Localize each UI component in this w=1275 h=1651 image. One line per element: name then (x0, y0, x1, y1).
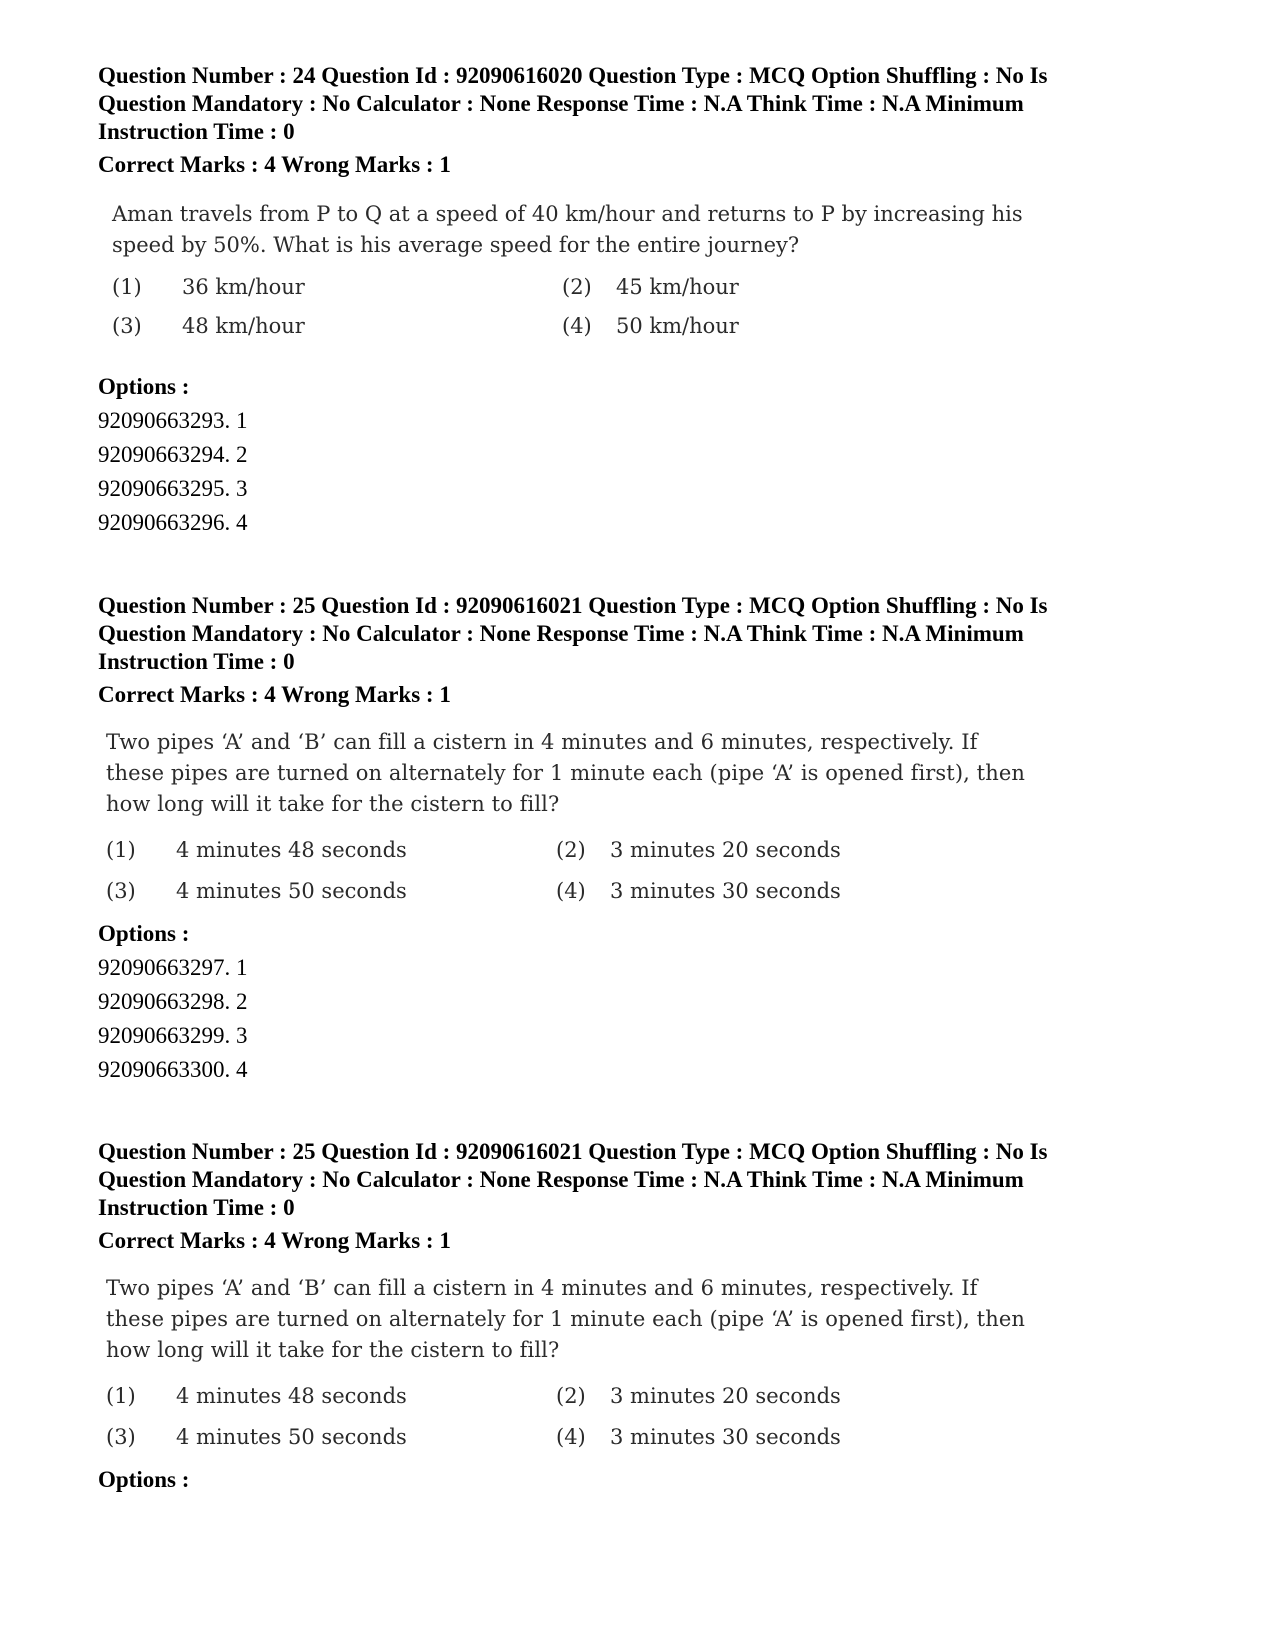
choice-item (556, 1425, 841, 1449)
option-line: 92090663298. 2 (98, 989, 248, 1014)
question-stem-line: Two pipes ‘A’ and ‘B’ can fill a cistern in 4 minutes and 6 minutes, respectively. If (106, 730, 978, 754)
question-meta-line: Instruction Time : 0 (98, 649, 295, 674)
choice-number: (4) (562, 314, 592, 338)
question-meta-line: Question Mandatory : No Calculator : None Response Time : N.A Think Time : N.A Minimum (98, 91, 1024, 116)
choice-text: 3 minutes 30 seconds (610, 879, 841, 903)
choice-item (112, 275, 305, 299)
choice-number: (2) (556, 838, 586, 862)
options-block (98, 373, 1178, 540)
question-block (98, 62, 1178, 365)
choice-item (562, 314, 739, 338)
question-choices (112, 275, 1178, 365)
choice-number: (1) (106, 838, 136, 862)
options-label: Options : (98, 374, 190, 399)
question-marks: Correct Marks : 4 Wrong Marks : 1 (98, 1228, 451, 1253)
choice-text: 4 minutes 50 seconds (176, 879, 407, 903)
question-choices (106, 1384, 1178, 1474)
option-line: 92090663297. 1 (98, 955, 248, 980)
choice-number: (2) (562, 275, 592, 299)
option-line: 92090663299. 3 (98, 1023, 248, 1048)
choice-item (106, 879, 407, 903)
question-marks: Correct Marks : 4 Wrong Marks : 1 (98, 152, 451, 177)
options-label: Options : (98, 921, 190, 946)
options-block (98, 920, 1178, 1087)
choice-item (562, 275, 739, 299)
choice-number: (4) (556, 879, 586, 903)
choice-text: 4 minutes 48 seconds (176, 1384, 407, 1408)
choice-number: (3) (106, 879, 136, 903)
option-line: 92090663296. 4 (98, 510, 248, 535)
choice-text: 36 km/hour (182, 275, 305, 299)
question-meta-line: Question Number : 25 Question Id : 92090616021 Question Type : MCQ Option Shuffling : No Is (98, 1139, 1048, 1164)
choice-number: (3) (106, 1425, 136, 1449)
choice-item (556, 879, 841, 903)
choice-number: (1) (112, 275, 142, 299)
choice-text: 48 km/hour (182, 314, 305, 338)
choice-text: 4 minutes 48 seconds (176, 838, 407, 862)
question-meta-line: Instruction Time : 0 (98, 119, 295, 144)
question-block (98, 592, 1178, 928)
options-label: Options : (98, 1467, 190, 1492)
option-line: 92090663300. 4 (98, 1057, 248, 1082)
choice-item (106, 1425, 407, 1449)
question-block (98, 1138, 1178, 1474)
option-line: 92090663294. 2 (98, 442, 248, 467)
choice-text: 3 minutes 30 seconds (610, 1425, 841, 1449)
question-meta-line: Question Mandatory : No Calculator : None Response Time : N.A Think Time : N.A Minimum (98, 1167, 1024, 1192)
question-meta-line: Question Number : 25 Question Id : 92090616021 Question Type : MCQ Option Shuffling : No Is (98, 593, 1048, 618)
choice-text: 4 minutes 50 seconds (176, 1425, 407, 1449)
question-stem-line: these pipes are turned on alternately for 1 minute each (pipe ‘A’ is opened first), then (106, 761, 1025, 785)
question-meta-line: Instruction Time : 0 (98, 1195, 295, 1220)
option-line: 92090663293. 1 (98, 408, 248, 433)
choice-number: (1) (106, 1384, 136, 1408)
question-stem-line: Two pipes ‘A’ and ‘B’ can fill a cistern in 4 minutes and 6 minutes, respectively. If (106, 1276, 978, 1300)
question-choices (106, 838, 1178, 928)
question-stem-line: these pipes are turned on alternately for 1 minute each (pipe ‘A’ is opened first), then (106, 1307, 1025, 1331)
option-line: 92090663295. 3 (98, 476, 248, 501)
question-stem-line: how long will it take for the cistern to fill? (106, 1338, 560, 1362)
choice-number: (2) (556, 1384, 586, 1408)
choice-item (556, 838, 841, 862)
options-block (98, 1466, 1178, 1494)
question-meta-line: Question Mandatory : No Calculator : None Response Time : N.A Think Time : N.A Minimum (98, 621, 1024, 646)
choice-text: 3 minutes 20 seconds (610, 1384, 841, 1408)
choice-number: (4) (556, 1425, 586, 1449)
choice-item (556, 1384, 841, 1408)
question-stem-line: speed by 50%. What is his average speed for the entire journey? (112, 233, 800, 257)
choice-number: (3) (112, 314, 142, 338)
choice-item (106, 838, 407, 862)
question-marks: Correct Marks : 4 Wrong Marks : 1 (98, 682, 451, 707)
choice-text: 3 minutes 20 seconds (610, 838, 841, 862)
choice-text: 50 km/hour (616, 314, 739, 338)
question-stem-line: how long will it take for the cistern to fill? (106, 792, 560, 816)
choice-item (106, 1384, 407, 1408)
choice-text: 45 km/hour (616, 275, 739, 299)
choice-item (112, 314, 305, 338)
question-stem-line: Aman travels from P to Q at a speed of 40 km/hour and returns to P by increasing his (112, 202, 1023, 226)
question-meta-line: Question Number : 24 Question Id : 92090616020 Question Type : MCQ Option Shuffling : No Is (98, 63, 1048, 88)
